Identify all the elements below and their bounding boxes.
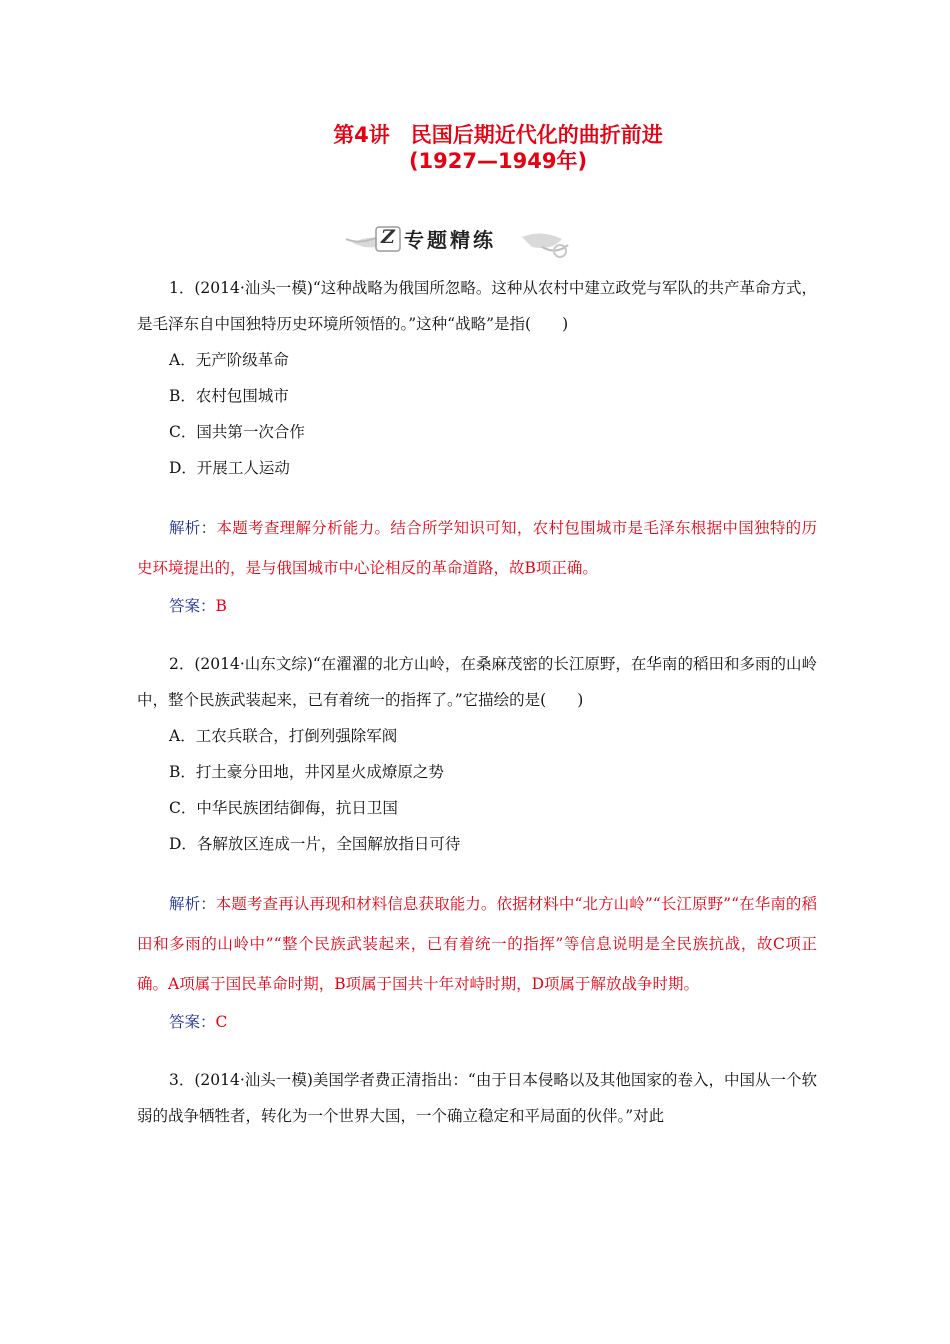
question-2-stem: 2．(2014·山东文综)“在濯濯的北方山岭，在桑麻茂密的长江原野，在华南的稻田和多雨的山岭中，整个民族武装起来，已有着统一的指挥了。”它描绘的是( ) (137, 655, 817, 709)
question-1-option-d: D．开展工人运动 (169, 459, 290, 477)
banner-label: 专题精练 (404, 228, 496, 252)
question-2-option-c: C．中华民族团结御侮，抗日卫国 (169, 799, 398, 817)
analysis-text: 本题考查理解分析能力。结合所学知识可知，农村包围城市是毛泽东根据中国独特的历史环境提出的，是与俄国城市中心论相反的革命道路，故B项正确。 (137, 519, 817, 577)
answer-value: C (215, 1013, 228, 1031)
question-2-option-d: D．各解放区连成一片，全国解放指日可待 (169, 835, 461, 853)
question-3-stem: 3．(2014·汕头一模)美国学者费正清指出：“由于日本侵略以及其他国家的卷入，中国从一个软弱的战争牺牲者，转化为一个世界大国，一个确立稳定和平局面的伙伴。”对此 (137, 1071, 817, 1125)
analysis-label: 解析： (169, 519, 217, 537)
question-1-option-c: C．国共第一次合作 (169, 423, 305, 441)
analysis-text: 本题考查再认再现和材料信息获取能力。依据材料中“北方山岭”“长江原野”“在华南的稻田和多雨的山岭中”“整个民族武装起来，已有着统一的指挥”等信息说明是全民族抗战，故C项正确。A项属于国民革命时期，B项属于国共十年对峙时期，D项属于解放战争时期。 (137, 895, 817, 993)
question-2-answer (137, 1004, 817, 1040)
answer-label: 答案： (169, 1013, 216, 1031)
question-1-analysis (137, 508, 817, 588)
page-title (0, 122, 950, 174)
content-area (137, 270, 817, 1134)
answer-value: B (215, 597, 227, 615)
question-2-option-b: B．打土豪分田地，井冈星火成燎原之势 (169, 763, 444, 781)
question-1-answer (137, 588, 817, 624)
analysis-label: 解析： (169, 895, 216, 913)
question-1-option-b: B．农村包围城市 (169, 387, 289, 405)
banner-logo-letter: Z (381, 226, 395, 248)
question-1-option-a: A．无产阶级革命 (169, 351, 289, 369)
answer-label: 答案： (169, 597, 216, 615)
question-2-analysis (137, 884, 817, 1004)
question-2-option-a: A．工农兵联合，打倒列强除军阀 (169, 727, 398, 745)
title-line-2: (1927—1949年) (408, 149, 588, 173)
question-1-stem: 1．(2014·汕头一模)“这种战略为俄国所忽略。这种从农村中建立政党与军队的共产革命方式，是毛泽东自中国独特历史环境所领悟的。”这种“战略”是指( ) (137, 279, 817, 333)
title-line-1: 第4讲 民国后期近代化的曲折前进 (333, 123, 663, 147)
